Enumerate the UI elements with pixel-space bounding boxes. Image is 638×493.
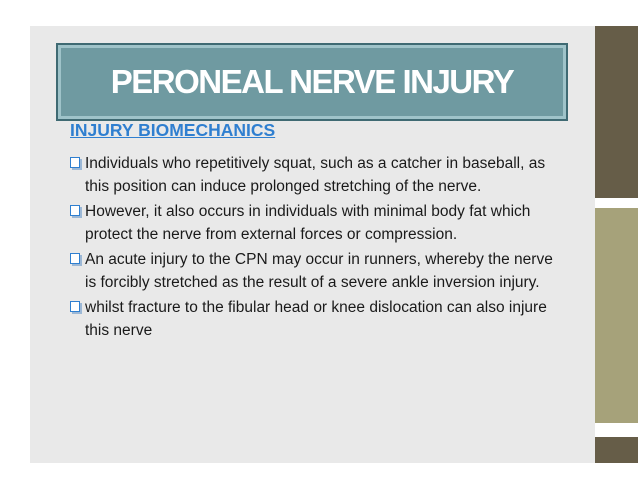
hollow-square-bullet-icon — [70, 157, 80, 168]
band-gap — [595, 198, 638, 208]
band-gap — [595, 423, 638, 437]
bullet-item — [70, 248, 562, 294]
bullet-item — [70, 200, 562, 246]
hollow-square-bullet-icon — [70, 301, 80, 312]
bullet-text: An acute injury to the CPN may occur in runners, whereby the nerve is forcibly stretched as the result of a severe ankle inversion injury. — [85, 251, 553, 291]
band-segment-middle — [595, 208, 638, 423]
slide-title: PERONEAL NERVE INJURY — [110, 63, 514, 100]
subheading: INJURY BIOMECHANICS — [70, 120, 276, 140]
decorative-side-band — [595, 26, 638, 463]
band-segment-bottom — [595, 437, 638, 463]
bullet-item — [70, 152, 562, 198]
hollow-square-bullet-icon — [70, 253, 80, 264]
hollow-square-bullet-icon — [70, 205, 80, 216]
band-segment-top — [595, 26, 638, 198]
title-box — [56, 43, 568, 121]
bullet-text: However, it also occurs in individuals with minimal body fat which protect the nerve from external forces or compression. — [85, 203, 531, 243]
bullet-text: whilst fracture to the fibular head or knee dislocation can also injure this nerve — [85, 299, 547, 339]
bullet-text: Individuals who repetitively squat, such as a catcher in baseball, as this position can induce prolonged stretching of the nerve. — [85, 155, 546, 195]
bullet-list — [70, 152, 562, 344]
bullet-item — [70, 296, 562, 342]
slide — [30, 26, 612, 463]
